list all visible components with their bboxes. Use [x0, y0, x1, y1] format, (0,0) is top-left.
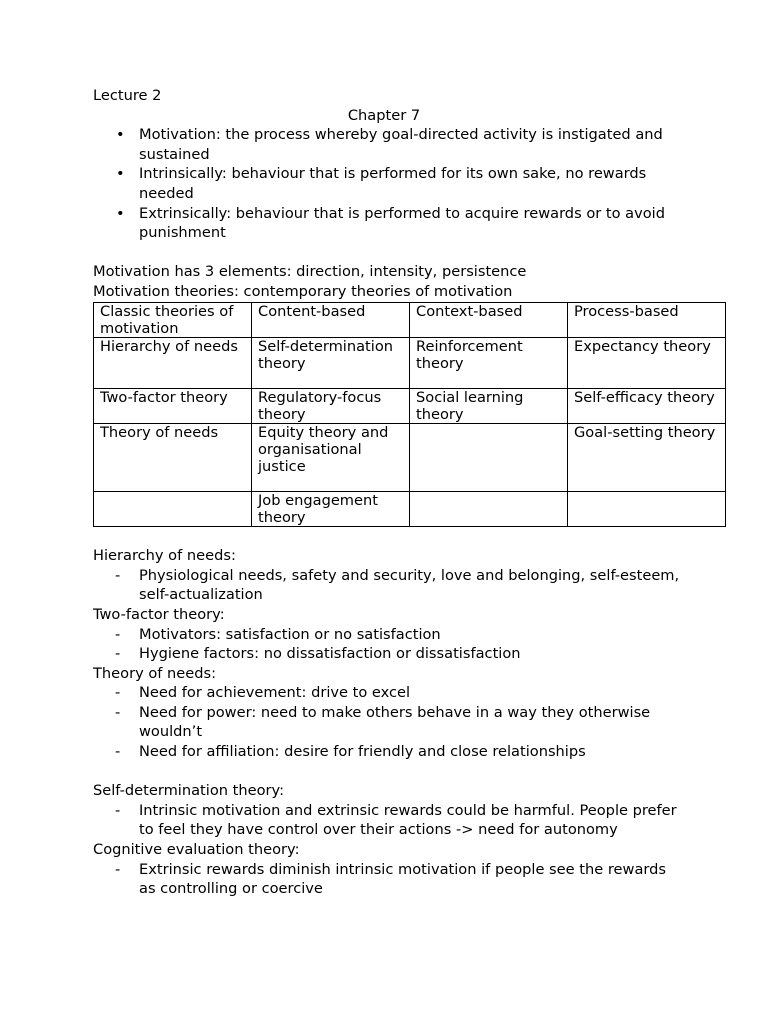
- list-item: [93, 566, 683, 605]
- list-item: [93, 625, 683, 645]
- list-item: [93, 860, 683, 899]
- list-item-text: Need for achievement: drive to excel: [139, 684, 411, 702]
- table-cell: Theory of needs: [94, 423, 252, 491]
- table-row: [94, 388, 726, 423]
- lecture-title: Lecture 2: [93, 87, 162, 104]
- dash-icon: -: [115, 566, 121, 584]
- blank-line: [93, 527, 683, 547]
- table-cell: [410, 491, 568, 526]
- bullet-icon: •: [116, 126, 125, 144]
- section-heading: Self-determination theory:: [93, 782, 285, 800]
- dash-list: [93, 801, 683, 840]
- list-item: [93, 801, 683, 840]
- dash-list: [93, 566, 683, 605]
- list-item: [93, 683, 683, 703]
- table-cell: Hierarchy of needs: [94, 337, 252, 388]
- list-item-text: Physiological needs, safety and security, love and belonging, self-esteem, self-actualization: [139, 566, 680, 604]
- list-item-text: Intrinsically: behaviour that is performed for its own sake, no rewards needed: [139, 165, 647, 202]
- bullet-icon: •: [116, 165, 125, 183]
- table-cell: Classic theories of motivation: [94, 302, 252, 337]
- blank-line: [93, 243, 683, 263]
- table-row: [94, 491, 726, 526]
- table-cell: [94, 491, 252, 526]
- table-header-row: [94, 302, 726, 337]
- dash-icon: -: [115, 743, 121, 761]
- theories-line: Motivation theories: contemporary theories of motivation: [93, 282, 513, 300]
- table-cell: Two-factor theory: [94, 388, 252, 423]
- table-cell: Expectancy theory: [568, 337, 726, 388]
- table-cell: [410, 423, 568, 491]
- table-cell: Goal-setting theory: [568, 423, 726, 491]
- theories-table: [93, 302, 726, 527]
- dash-icon: -: [115, 625, 121, 643]
- list-item-text: Motivation: the process whereby goal-directed activity is instigated and sustained: [139, 126, 663, 163]
- table-row: [94, 423, 726, 491]
- dash-list: [93, 683, 683, 761]
- dash-icon: -: [115, 645, 121, 663]
- table-cell: Context-based: [410, 302, 568, 337]
- intro-bullet-list: [93, 125, 683, 243]
- section-heading: Two-factor theory:: [93, 605, 225, 623]
- blank-line: [93, 762, 683, 782]
- table-cell: Process-based: [568, 302, 726, 337]
- list-item-text: Extrinsically: behaviour that is performed to acquire rewards or to avoid punishment: [139, 204, 666, 242]
- section-heading: Theory of needs:: [93, 664, 217, 682]
- section-heading: Hierarchy of needs:: [93, 547, 236, 565]
- table-row: [94, 337, 726, 388]
- table-cell: [568, 491, 726, 526]
- list-item-text: Hygiene factors: no dissatisfaction or dissatisfaction: [139, 645, 521, 663]
- table-cell: Social learning theory: [410, 388, 568, 423]
- dash-list: [93, 625, 683, 664]
- list-item: [93, 742, 683, 762]
- dash-list: [93, 860, 683, 899]
- dash-icon: -: [115, 684, 121, 702]
- list-item: [93, 644, 683, 664]
- table-cell: Self-efficacy theory: [568, 388, 726, 423]
- table-cell: Self-determination theory: [252, 337, 410, 388]
- table-cell: Content-based: [252, 302, 410, 337]
- dash-icon: -: [115, 703, 121, 721]
- elements-line: Motivation has 3 elements: direction, intensity, persistence: [93, 263, 527, 281]
- table-cell: Equity theory and organisational justice: [252, 423, 410, 491]
- list-item-text: Need for power: need to make others behave in a way they otherwise wouldn’t: [139, 703, 651, 741]
- list-item-text: Motivators: satisfaction or no satisfaction: [139, 625, 441, 643]
- list-item-text: Need for affiliation: desire for friendly and close relationships: [139, 743, 586, 761]
- document-page: [93, 86, 716, 899]
- table-cell: Regulatory-focus theory: [252, 388, 410, 423]
- section-heading: Cognitive evaluation theory:: [93, 841, 300, 859]
- dash-icon: -: [115, 860, 121, 878]
- list-item: [93, 703, 683, 742]
- list-item-text: Intrinsic motivation and extrinsic rewards could be harmful. People prefer to feel they have control over their actions -> need for autonomy: [139, 801, 677, 839]
- chapter-title: Chapter 7: [347, 106, 421, 124]
- list-item-text: Extrinsic rewards diminish intrinsic motivation if people see the rewards as controlling or coercive: [139, 860, 666, 898]
- table-cell: Reinforcement theory: [410, 337, 568, 388]
- list-item: [93, 125, 683, 164]
- dash-icon: -: [115, 801, 121, 819]
- table-cell: Job engagement theory: [252, 491, 410, 526]
- bullet-icon: •: [116, 204, 125, 222]
- list-item: [93, 164, 683, 203]
- list-item: [93, 204, 683, 243]
